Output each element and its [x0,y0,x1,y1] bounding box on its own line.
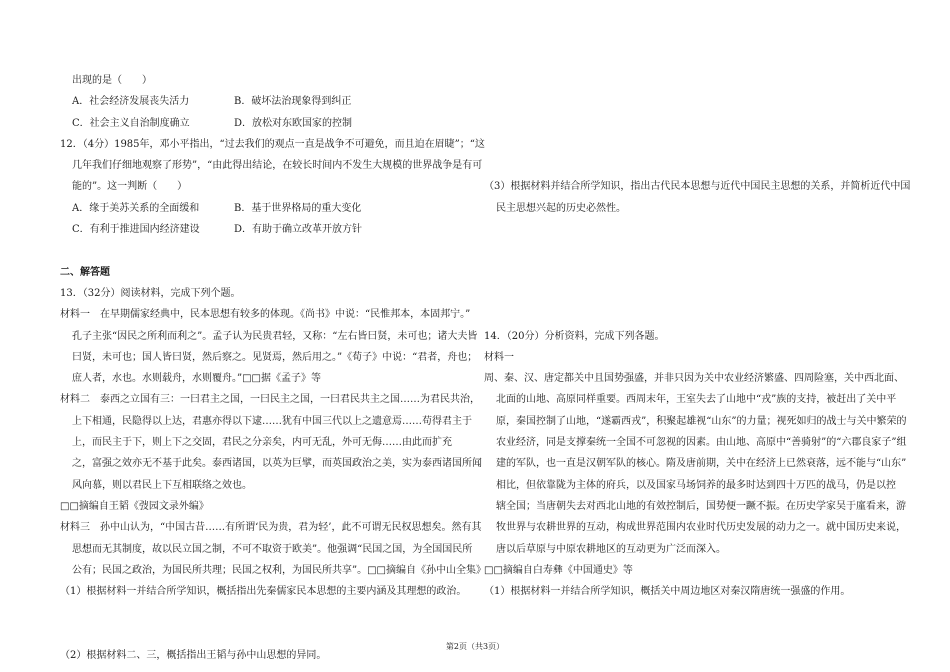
q13-line-15: （1）根据材料一并结合所学知识，概括指出先秦儒家民本思想的主要内涵及其理想的政治。 [60,586,467,598]
q13-line-12: 材料三 孙中山认为，“中国古昔……有所谓‘民为贵，君为轻’，此不可谓无民权思想矣。然有其 [60,522,482,534]
q12-option-b: B．基于世界格局的重大变化 [234,202,362,214]
spacer [484,304,896,325]
spacer [484,70,896,91]
q14-line-4: 北面的山地、高原同样重要。西周末年，王室失去了山地中“戎”族的支持，被赶出了关中平 [496,394,897,406]
q11-option-a: A．社会经济发展丧失活力 [72,96,190,108]
q14-line-5: 原，秦国控制了山地，“遂霸西戎”，积聚起雄视“山东”的力量；视死如归的战士与关中繁荣的 [496,415,907,427]
q12-option-d: D．有助于确立改革开放方针 [234,224,363,236]
q11-options-row-2 [60,113,470,134]
q13-line-7: 上下相通，民隐得以上达，君惠亦得以下逮……犹有中国三代以上之遗意焉……苟得君主于 [72,415,472,427]
section-title: 二、解答题 [60,266,110,278]
q13-part-2: （2）根据材料二、三，概括指出王韬与孙中山思想的异同。 [60,650,327,662]
q14-line-13: （1）根据材料一并结合所学知识，概括关中周边地区对秦汉隋唐统一强盛的作用。 [484,586,851,598]
q12-options-row-2 [60,219,470,240]
q12-option-a: A．缘于美苏关系的全面缓和 [72,202,200,214]
spacer [484,134,896,155]
spacer [484,219,896,240]
q13-line-5: 庶人者，水也。水则载舟，水则覆舟。”□□据《孟子》等 [72,373,322,385]
q14-line-1: 14．（20分）分析资料，完成下列各题。 [484,330,665,342]
q13-line-1: 13．（32分）阅读材料，完成下列个题。 [60,287,241,299]
q11-option-c: C．社会主义自治制度确立 [72,117,190,129]
spacer [484,283,896,304]
q13-line-11: □□摘编自王韬《弢园文录外编》 [60,500,209,512]
q11-options-row-1 [60,91,470,112]
page-footer: 第2页（共3页） [445,642,505,651]
q13-line-4: 曰贤，未可也；国人皆曰贤，然后察之。见贤焉，然后用之。”《荀子》中说：“君者，舟也； [72,351,478,363]
q12-options-row-1 [60,198,470,219]
q13-line-14: 公有；民国之政治，为国民所共理；民国之权利，为国民所共享”。□□摘编自《孙中山全集》 [72,564,487,576]
spacer [60,602,470,623]
q14-line-3: 周、秦、汉、唐定都关中且国势强盛，并非只因为关中农业经济繁盛、四周险塞，关中西北面、 [484,373,904,385]
q13-part-3-line-2: 民主思想兴起的历史必然性。 [496,202,626,214]
q14-line-10: 牧世界与农耕世界的互动，构成世界范围内农业时代历史发展的动力之一。就中国历史来说， [496,522,906,534]
q13-line-9: 之，富强之效亦无不基于此矣。泰西诸国，以英为巨擘，而英国政治之美，实为泰西诸国所闻 [72,458,482,470]
q14-line-6: 农业经济，同是支撑秦统一全国不可忽视的因素。由山地、高原中“善骑射”的“六郡良家子”组 [496,437,907,449]
q11-tail: 出现的是（ ） [72,75,152,86]
q12-option-c: C．有利于推进国内经济建设 [72,224,200,236]
spacer [484,155,896,176]
q13-line-3: 孔子主张“因民之所利而利之”。孟子认为民贵君轻，又称：“左右皆曰贤，未可也；诸大夫皆 [72,330,478,342]
q13-line-6: 材料二 泰西之立国有三：一曰君主之国，一曰民主之国，一曰君民共主之国……为君民共治， [60,394,480,406]
spacer [60,240,470,261]
q13-line-8: 上，而民主于下，则上下之交固，君民之分亲矣，内可无乱，外可无侮……由此而扩充 [72,437,452,449]
q12-line-2: 几年我们仔细地观察了形势”，“由此得出结论，在较长时间内不发生大规模的世界战争是有可 [72,160,483,172]
spacer [484,240,896,261]
q14-line-11: 唐以后草原与中原农耕地区的互动更为广泛而深入。 [496,543,726,555]
q14-line-2: 材料一 [484,351,514,363]
q13-line-2: 材料一 在早期儒家经典中，民本思想有较多的体现。《尚书》中说：“民惟邦本，本固邦宁。” [60,309,471,321]
q11-option-d: D．放松对东欧国家的控制 [234,117,353,129]
q12-line-3: 能的”。这一判断（ ） [72,181,188,193]
q13-part-3-line-1: （3）根据材料并结合所学知识，指出古代民本思想与近代中国民主思想的关系，并简析近代中国 [484,181,911,193]
q11-option-b: B．破坏法治现象得到纠正 [234,96,352,108]
q13-line-13: 思想而无其制度，故以民立国之制，不可不取资于欧美”。他强调“民国之国，为全国国民所 [72,543,473,555]
spacer [484,113,896,134]
q14-line-12: □□摘编自白寿彝《中国通史》等 [484,564,633,576]
q14-line-7: 建的军队，也一直是汉朝军队的核心。隋及唐前期，关中在经济上已然衰落，远不能与“山东” [496,458,907,470]
q12-line-1: 12．（4分）1985年，邓小平指出，“过去我们的观点一直是战争不可避免，而且迫在眉睫”；“这 [60,138,485,150]
q13-line-10: 风向慕，则以君民上下互相联络之效也。 [72,479,252,491]
q14-line-9: 辖全国；当唐朝失去对西北山地的有效控制后，国势便一蹶不振。在历史学家吴于廑看来，游 [496,500,906,512]
spacer [484,262,896,283]
q14-line-8: 相比，但依靠陇为主体的府兵，以及国家马场饲养的最多时达到四十万匹的战马，仍是以控 [496,479,896,491]
right-column [484,70,911,602]
spacer [484,91,896,112]
